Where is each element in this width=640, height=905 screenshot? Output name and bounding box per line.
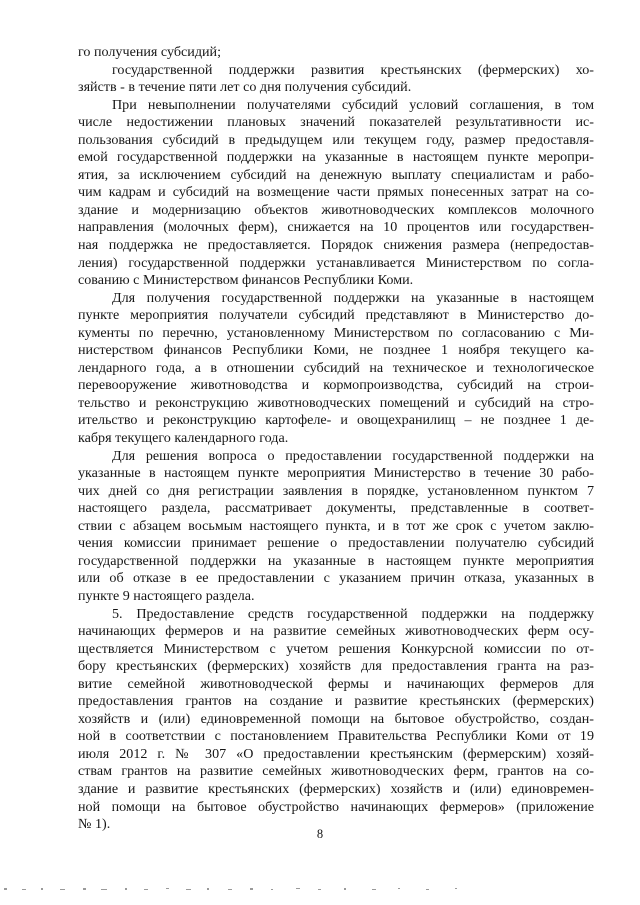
text-line: хозяйств и (или) единовременной помощи на бытовое обустройство, создан- xyxy=(78,710,594,727)
text-line: предоставления грантов на создание и развитие крестьянских (фермерских) xyxy=(78,693,594,710)
page-number: 8 xyxy=(316,827,324,841)
document-page xyxy=(78,44,594,834)
text-line: пункте 9 настоящего раздела. xyxy=(78,587,255,604)
text-line: Для получения государственной поддержки на указанные в настоящем xyxy=(112,289,594,306)
text-line: пункте мероприятия получатели субсидий представляют в Министерство до- xyxy=(78,307,594,324)
text-line: зяйств - в течение пяти лет со дня получения субсидий. xyxy=(78,79,412,96)
text-line: № 1). xyxy=(78,816,111,833)
text-line: ществляется Министерством с учетом решения Конкурсной комиссии по от- xyxy=(78,640,594,657)
text-line: ствии с абзацем восьмым настоящего пункта, и в тот же срок с учетом заклю- xyxy=(78,517,594,534)
text-line: чих дней со дня регистрации заявления в порядке, установленном пунктом 7 xyxy=(78,482,594,499)
text-line: числе недостижении плановых значений показателей результативности ис- xyxy=(78,114,594,131)
text-line: ления) государственной поддержки устанавливается Министерством по согла- xyxy=(78,254,594,271)
text-line: кументы по перечню, установленному Министерством по согласованию с Ми- xyxy=(78,324,594,341)
text-line: ной помощи на бытовое обустройство начинающих фермеров» (приложение xyxy=(78,798,594,815)
text-line: При невыполнении получателями субсидий условий соглашения, в том xyxy=(112,96,594,113)
text-line: Для решения вопроса о предоставлении государственной поддержки на xyxy=(112,447,594,464)
text-line: ствам грантов на развитие семейных животноводческих ферм, грантов на со- xyxy=(78,763,594,780)
text-line: ной в соответствии с постановлением Правительства Республики Коми от 19 xyxy=(78,728,594,745)
text-line: июля 2012 г. № 307 «О предоставлении крестьянским (фермерским) хозяй- xyxy=(78,745,594,762)
text-line: сованию с Министерством финансов Республики Коми. xyxy=(78,272,414,289)
text-line: лендарного года, а в отношении субсидий на техническое и технологическое xyxy=(78,359,594,376)
text-line: бору крестьянских (фермерских) хозяйств для предоставления гранта на раз- xyxy=(78,658,594,675)
text-line: государственной поддержки на указанные в настоящем пункте мероприятия xyxy=(78,552,594,569)
text-line: го получения субсидий; xyxy=(78,44,221,60)
text-line: настоящего раздела, рассматривает документы, представленные в соответ- xyxy=(78,500,594,517)
text-line: здание и развитие крестьянских (фермерских) хозяйств и (или) единовремен- xyxy=(78,780,594,797)
text-line: направления (молочных ферм), снижается на 10 процентов или государствен- xyxy=(78,219,594,236)
text-line: перевооружение животноводства и кормопроизводства, субсидий на строи- xyxy=(78,377,594,394)
text-line: указанные в настоящем пункте мероприятия Министерство в течение 30 рабо- xyxy=(78,465,594,482)
text-line: ная поддержка не предоставляется. Порядок снижения размера (непредостав- xyxy=(78,237,594,254)
text-line: емой государственной поддержки на указанные в настоящем пункте меропри- xyxy=(78,149,594,166)
scan-artifact xyxy=(0,884,640,894)
text-line: или об отказе в ее предоставлении с указанием причин отказа, указанных в xyxy=(78,570,594,587)
text-line: чения комиссии принимает решение о предоставлении получателю субсидий xyxy=(78,535,594,552)
text-line: кабря текущего календарного года. xyxy=(78,430,289,447)
text-line: начинающих фермеров и на развитие семейных животноводческих ферм осу- xyxy=(78,623,594,640)
text-line: витие семейной животноводческой фермы и начинающих фермеров для xyxy=(78,675,594,692)
text-line: ятия, за исключением субсидий на денежную выплату специалистам и рабо- xyxy=(78,166,594,183)
text-line: тельство и реконструкцию животноводческих помещений и субсидий на стро- xyxy=(78,394,594,411)
text-line: здание и модернизацию объектов животноводческих комплексов молочного xyxy=(78,201,594,218)
text-line: нистерством финансов Республики Коми, не позднее 1 ноября текущего ка- xyxy=(78,342,594,359)
text-line: 5. Предоставление средств государственной поддержки на поддержку xyxy=(112,605,594,622)
text-line: ительство и реконструкцию картофеле- и овощехранилищ – не позднее 1 де- xyxy=(78,412,594,429)
text-line: чим кадрам и субсидий на возмещение части прямых понесенных затрат на со- xyxy=(78,184,594,201)
text-line: пользования субсидий в предыдущем или текущем году, размер предоставля- xyxy=(78,131,594,148)
text-line: государственной поддержки развития крестьянских (фермерских) хо- xyxy=(112,61,594,78)
